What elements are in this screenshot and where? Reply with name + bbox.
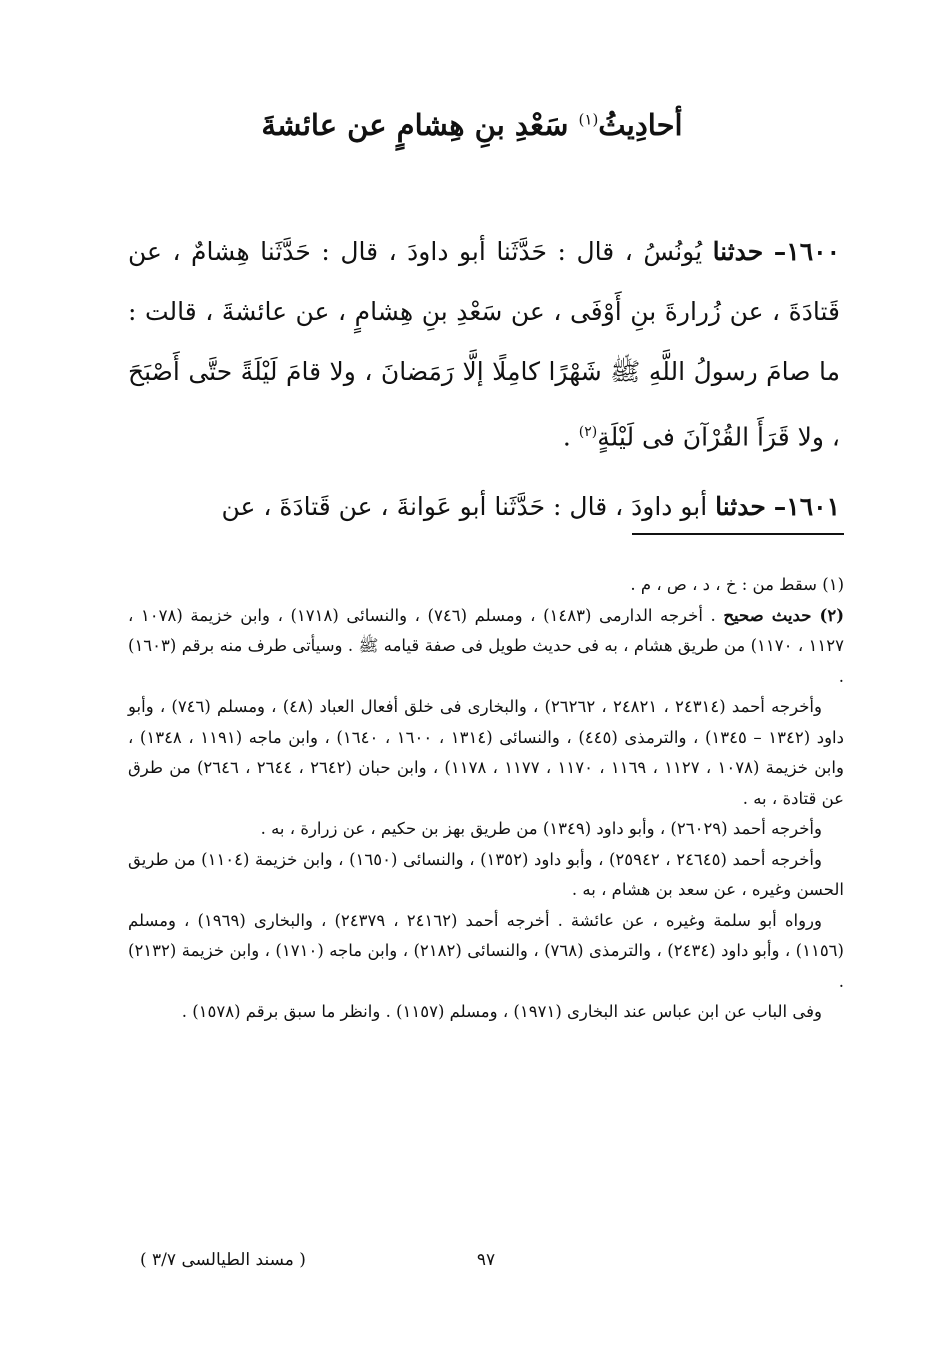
footnote-2-paragraph (128, 906, 844, 998)
hadith-1601 (128, 477, 840, 537)
running-title: ( مسند الطيالسى ٣/٧ ) (140, 1250, 306, 1270)
main-text (128, 222, 840, 537)
footnote-text: ورواه أبو سلمة وغيره ، عن عائشة . أخرجه أحمد (٢٤١٦٢ ، ٢٤٣٧٩) ، والبخارى (١٩٦٩) ، ومسلم (١١٥٦) ، وأبو داود (٢٤٣٤) ، والترمذى (٧٦٨) ، والنسائى (٢١٨٢) ، وابن ماجه (١٧١٠) ، وابن خزيمة (٢١٣٢) . (128, 910, 844, 991)
footnote-divider (632, 533, 844, 535)
footnote-2-paragraph (128, 692, 844, 814)
hadith-lead: حدثنا (715, 492, 766, 522)
chapter-title-text-b: سَعْدِ بنِ هِشامٍ عن عائشةَ (261, 108, 579, 142)
footnote-verdict: (٢) حديث صحيح (723, 605, 844, 625)
footnotes (128, 570, 844, 1028)
hadith-body: أبو داودَ ، قال : حَدَّثَنا أبو عَوانةَ ، عن قَتادَةَ ، عن (221, 492, 716, 522)
footnote-mark: (٢) (578, 424, 598, 440)
hadith-number: ١٦٠١– (773, 492, 840, 522)
footnote-mark: (١) (578, 110, 599, 129)
footnote-2-paragraph (128, 814, 844, 845)
hadith-body: يُونُسُ ، قال : حَدَّثَنا أبو داودَ ، قال : حَدَّثَنا هِشامٌ ، عن قَتادَةَ ، عن زُرارةَ بنِ أَوْفَى ، عن سَعْدِ بنِ هِشامٍ ، عن عائشةَ ، قالت : ما صامَ رسولُ اللَّهِ ﷺ شَهْرًا كامِلًا إلَّا رَمَضانَ ، ولا قامَ لَيْلَةً حتَّى أَصْبَحَ ، ولا قَرَأَ القُرْآنَ فى لَيْلَةٍ (128, 237, 840, 452)
page-footer (128, 1250, 844, 1280)
footnote-text: وأخرجه أحمد (٢٦٠٢٩) ، وأبو داود (١٣٤٩) من طريق بهز بن حكيم ، عن زرارة ، به . (260, 819, 822, 838)
hadith-1600 (128, 222, 840, 467)
footnote-2 (128, 601, 844, 693)
footnote-2-paragraph (128, 997, 844, 1028)
chapter-title (0, 108, 944, 142)
hadith-number: ١٦٠٠– (773, 237, 841, 266)
chapter-title-text-a: أحادِيثُ (598, 108, 683, 142)
footnote-text: وأخرجه أحمد (٢٤٦٤٥ ، ٢٥٩٤٢) ، وأبو داود (١٣٥٢) ، والنسائى (١٦٥٠) ، وابن خزيمة (١١٠٤) من طريق الحسن وغيره ، عن سعد بن هشام ، به . (128, 849, 844, 899)
footnote-1 (128, 570, 844, 601)
footnote-text: . أخرجه الدارمى (١٤٨٣) ، ومسلم (٧٤٦) ، والنسائى (١٧١٨) ، وابن خزيمة (١٠٧٨ ، ١١٢٧ ، ١١٧٠) من طريق هشام ، به فى حديث طويل فى صفة قيامه ﷺ . وسيأتى طرف منه برقم (١٦٠٣) . (128, 605, 844, 686)
footnote-2-paragraph (128, 845, 844, 906)
footnote-text: وأخرجه أحمد (٢٤٣١٤ ، ٢٤٨٢١ ، ٢٦٢٦٢) ، والبخارى فى خلق أفعال العباد (٤٨) ، ومسلم (٧٤٦) ، وأبو داود (١٣٤٢ – ١٣٤٥) ، والترمذى (٤٤٥) ، والنسائى (١٣١٤ ، ١٦٠٠ ، ١٦٤٠) ، وابن ماجه (١١٩١ ، ١٣٤٨) ، وابن خزيمة (١٠٧٨ ، ١١٢٧ ، ١١٦٩ ، ١١٧٠ ، ١١٧٧ ، ١١٧٨) ، وابن حبان (٢٦٤٢ ، ٢٦٤٤ ، ٢٦٤٦) من طرق عن قتادة ، به . (128, 697, 844, 808)
page-number: ٩٧ (476, 1250, 496, 1270)
footnote-text: (١) سقط من : خ ، د ، ص ، م . (630, 575, 844, 594)
footnote-text: وفى الباب عن ابن عباس عند البخارى (١٩٧١) ، ومسلم (١١٥٧) . وانظر ما سبق برقم (١٥٧٨) . (181, 1002, 822, 1021)
hadith-lead: حدثنا (712, 237, 764, 266)
hadith-body-end: . (562, 422, 579, 452)
